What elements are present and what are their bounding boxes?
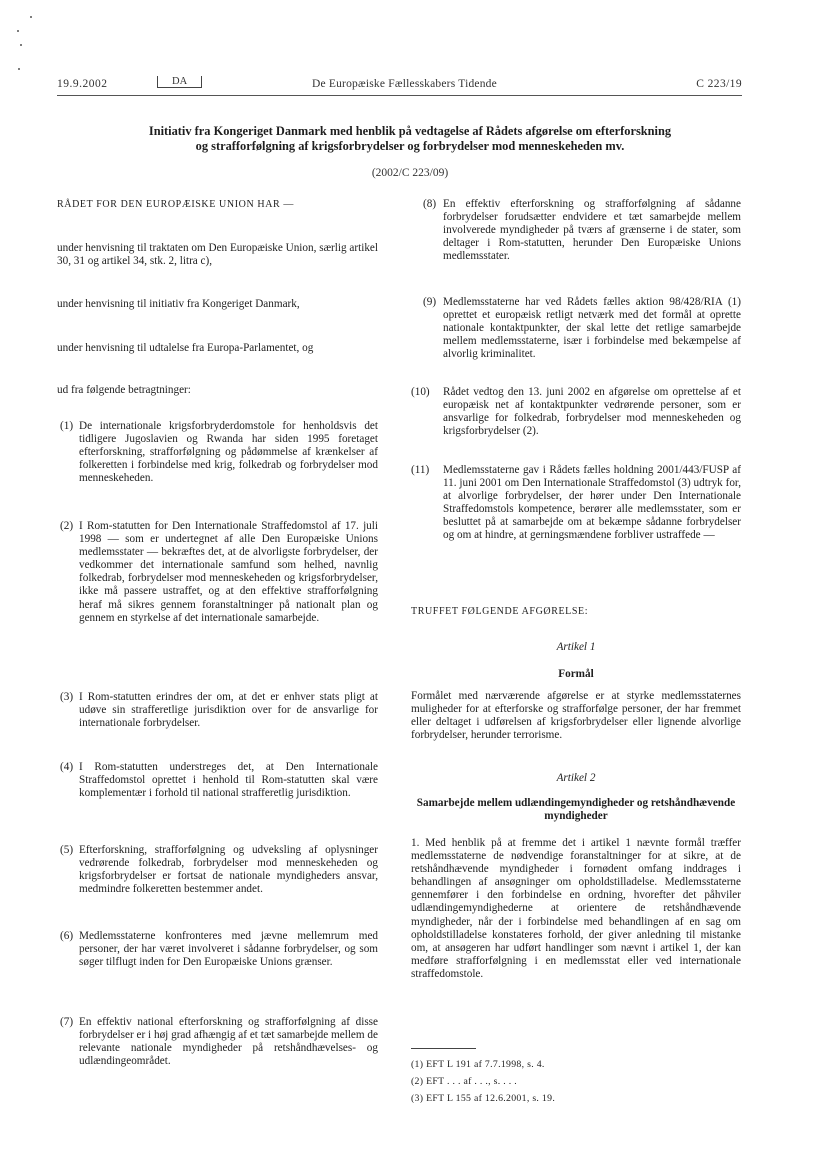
- considerations-intro: ud fra følgende betragtninger:: [57, 384, 191, 396]
- recital-number: (6): [60, 930, 74, 942]
- enacting-formula: TRUFFET FØLGENDE AFGØRELSE:: [411, 606, 589, 617]
- recital-text: I Rom-statutten for Den Internationale Straffedomstol af 17. juli 1998 — som er undertegnet af alle Den Europæiske Unions medlemsstater — bekræftes det, at de alvorligste forbrydelser, der vedkommer det internationale samfund som helhed, navnlig folkedrab, forbrydelser mod menneskeheden og krigsforbrydelser, ikke må passere ustraffet, og at den effektive strafforfølgning heraf må sikres gennem foranstaltninger på nationalt plan og gennem en styrkelse af det internationale samarbejde.: [79, 520, 378, 624]
- citation-initiative: under henvisning til initiativ fra Kongeriget Danmark,: [57, 298, 300, 310]
- title-line-2: og strafforfølgning af krigsforbrydelser og forbrydelser mod menneskeheden mv.: [195, 139, 625, 153]
- recital-number: (1): [60, 420, 74, 432]
- publication-date: 19.9.2002: [57, 78, 108, 90]
- recital-text: En effektiv efterforskning og strafforfølgning af sådanne forbrydelser forudsætter endvidere et tæt samarbejde mellem involverede myndigheder på tværs af grænserne i de stater, som deltager i Rom-statutten, herunder Den Europæiske Unions medlemsstater.: [443, 198, 741, 263]
- recital-text: En effektiv national efterforskning og strafforfølgning af disse forbrydelser er i høj grad afhængig af et tæt samarbejde mellem de relevante nationale myndigheder på retshåndhævelses- og udlændingeområdet.: [79, 1016, 378, 1068]
- recital-number: (4): [60, 761, 74, 773]
- recital-text: Rådet vedtog den 13. juni 2002 en afgørelse om oprettelse af et europæisk net af kontaktpunkter vedrørende personer, som er ansvarlige for folkedrab, forbrydelser mod menneskeheden og krigsforbrydelser (2).: [443, 386, 741, 438]
- recital-text: Medlemsstaterne har ved Rådets fælles aktion 98/428/RIA (1) oprettet et europæisk retligt netværk med det formål at oprette nationale kontaktpunkter, der skal lette det retlige samarbejde mellem medlemsstaterne, især i forbindelse med bekæmpelse af alvorlig kriminalitet.: [443, 296, 741, 361]
- page-header: [57, 78, 742, 94]
- article-2-heading: Samarbejde mellem udlændingemyndigheder og retshåndhævende myndigheder: [416, 797, 736, 823]
- recital-text: I Rom-statutten understreges det, at Den Internationale Straffedomstol oprettet i henhold til Rom-statutten skal være komplementær i forhold til national strafferetlig jurisdiktion.: [79, 761, 378, 800]
- recital-text: Efterforskning, strafforfølgning og udveksling af oplysninger vedrørende folkedrab, forbrydelser mod menneskeheden og krigsforbrydelser er fortsat de nationale myndigheders ansvar, medmindre folkeretten bestemmer andet.: [79, 844, 378, 896]
- citation-treaty: under henvisning til traktaten om Den Europæiske Union, særlig artikel 30, 31 og artikel 34, stk. 2, litra c),: [57, 242, 378, 268]
- preamble-opening: RÅDET FOR DEN EUROPÆISKE UNION HAR —: [57, 199, 294, 210]
- language-code: DA: [157, 76, 202, 88]
- citation-parliament: under henvisning til udtalelse fra Europa-Parlamentet, og: [57, 342, 314, 354]
- recital-number: (11): [411, 464, 430, 476]
- header-rule: [57, 95, 742, 96]
- footnote-1: (1) EFT L 191 af 7.7.1998, s. 4.: [411, 1059, 545, 1070]
- recital-text: Medlemsstaterne konfronteres med jævne mellemrum med personer, der har været involveret i sådanne forbrydelser, og som søger tilflugt inden for Den Europæiske Unions grænser.: [79, 930, 378, 969]
- journal-name: De Europæiske Fællesskabers Tidende: [312, 78, 497, 90]
- title-line-1: Initiativ fra Kongeriget Danmark med henblik på vedtagelse af Rådets afgørelse om efterforskning: [148, 124, 672, 138]
- document-title: [100, 124, 720, 154]
- article-2-paragraph-1: 1. Med henblik på at fremme det i artikel 1 nævnte formål træffer medlemsstaterne de nødvendige foranstaltninger for at sikre, at de retshåndhævende myndigheder i fornødent omfang inddrages i behandlingen af ansøgninger om opholdstilladelse. Medlemsstaterne gennemfører i den forbindelse en ordning, hvorefter det påhviler udlændingemyndighederne at orientere de retshåndhævende myndigheder, når der i forbindelse med behandlingen af en sag om opholdstilladelse konstateres forhold, der giver anledning til mistanke om, at ansøgeren har udført handlinger som nævnt i artikel 1, der kan medføre strafforfølgning i en medlemsstat eller ved internationale straffedomstole.: [411, 837, 741, 980]
- recital-number: (7): [60, 1016, 74, 1028]
- footnote-2: (2) EFT . . . af . . ., s. . . .: [411, 1076, 518, 1087]
- recital-text: Medlemsstaterne gav i Rådets fælles holdning 2001/443/FUSP af 11. juni 2001 om Den Internationale Straffedomstol (3) udtryk for, at alvorlige forbrydelser, der hører under Den Internationale Straffedomstols kompetence, berører alle medlemsstater, som er besluttet på at samarbejde om at bekæmpe sådanne forbrydelser og om at hindre, at gerningsmændene forbliver ustraffede —: [443, 464, 741, 542]
- recital-text: De internationale krigsforbryderdomstole for henholdsvis det tidligere Jugoslavien og Rwanda har siden 1995 foretaget efterforskning, strafforfølgning og pådømmelse af krænkelser af folkeretten i forbindelse med krig, folkedrab og forbrydelser mod menneskeheden.: [79, 420, 378, 485]
- recital-number: (5): [60, 844, 74, 856]
- article-1-label: Artikel 1: [556, 641, 596, 653]
- page-reference: C 223/19: [696, 78, 742, 90]
- recital-number: (8): [423, 198, 437, 210]
- recital-text: I Rom-statutten erindres der om, at det er enhver stats pligt at udøve sin strafferetlige jurisdiktion over for de ansvarlige for internationale forbrydelser.: [79, 691, 378, 730]
- recital-number: (10): [411, 386, 430, 398]
- footnote-3: (3) EFT L 155 af 12.6.2001, s. 19.: [411, 1093, 556, 1104]
- article-1-text: Formålet med nærværende afgørelse er at styrke medlemsstaternes muligheder for at efterforske og strafforfølge personer, der har fremmet eller deltaget i udførelsen af krigsforbrydelser eller lignende alvorlige forbrydelser, herunder terrorisme.: [411, 690, 741, 742]
- footnote-rule: [411, 1048, 476, 1049]
- document-reference: (2002/C 223/09): [371, 167, 449, 179]
- article-2-label: Artikel 2: [556, 772, 596, 784]
- article-1-heading: Formål: [558, 668, 594, 680]
- recital-number: (9): [423, 296, 437, 308]
- recital-number: (3): [60, 691, 74, 703]
- recital-number: (2): [60, 520, 74, 532]
